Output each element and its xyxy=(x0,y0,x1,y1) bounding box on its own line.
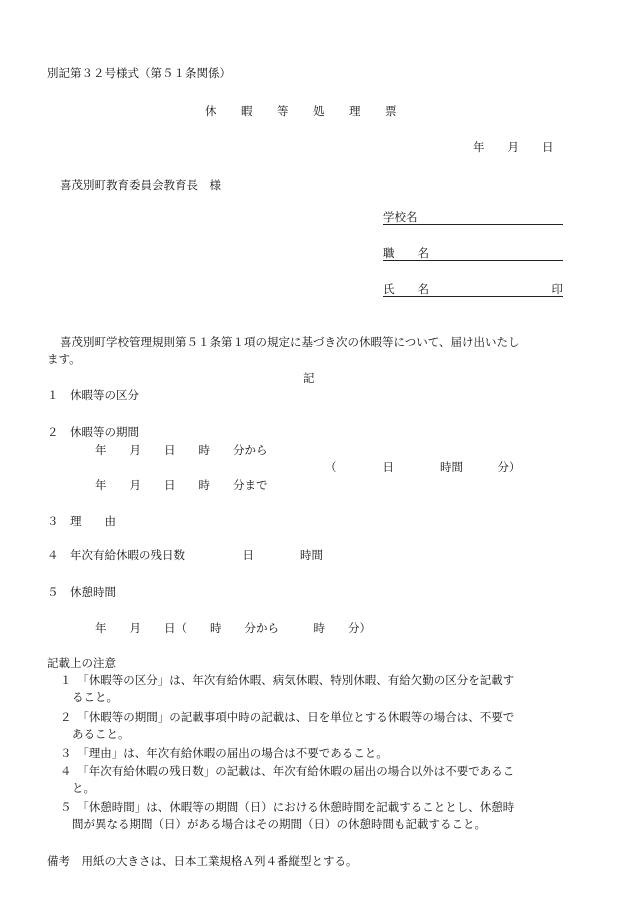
addressee: 喜茂別町教育委員会教育長 様 xyxy=(60,178,221,192)
note-5a: ５ 「休憩時間」は、休暇等の期間（日）における休憩時間を記載することとし、休憩時 xyxy=(60,800,515,814)
school-field[interactable] xyxy=(383,210,563,225)
intro-line-2: ます。 xyxy=(47,352,81,366)
period-duration: （ 日 時間 分） xyxy=(325,460,521,474)
note-4b: と。 xyxy=(72,781,95,795)
position-field[interactable] xyxy=(383,246,563,261)
item-4: ４ 年次有給休暇の残日数 日 時間 xyxy=(47,548,323,562)
school-label: 学校名 xyxy=(383,210,418,224)
date-line: 年 月 日 xyxy=(473,140,554,154)
seal-mark: 印 xyxy=(551,282,563,296)
note-2a: ２ 「休暇等の期間」の記載事項中時の記載は、日を単位とする休暇等の場合は、不要で xyxy=(60,710,515,724)
name-field[interactable] xyxy=(383,282,563,297)
position-label: 職 名 xyxy=(383,246,429,260)
form-number: 別記第３２号様式（第５１条関係） xyxy=(47,66,231,80)
ki-heading: 記 xyxy=(303,371,315,385)
page-title: 休 暇 等 処 理 票 xyxy=(205,104,397,118)
note-2b: あること。 xyxy=(72,727,130,741)
note-5b: 間が異なる期間（日）がある場合はその期間（日）の休憩時間も記載すること。 xyxy=(72,817,486,831)
period-from: 年 月 日 時 分から xyxy=(95,443,268,457)
note-3: ３ 「理由」は、年次有給休暇の届出の場合は不要であること。 xyxy=(60,746,388,760)
remark: 備考 用紙の大きさは、日本工業規格Ａ列４番縦型とする。 xyxy=(47,854,358,868)
note-4a: ４ 「年次有給休暇の残日数」の記載は、年次有給休暇の届出の場合以外は不要であるこ xyxy=(60,764,515,778)
item-5: ５ 休憩時間 xyxy=(47,585,116,599)
item-1: １ 休暇等の区分 xyxy=(47,388,139,402)
notes-title: 記載上の注意 xyxy=(47,656,116,670)
item-2: ２ 休暇等の期間 xyxy=(47,425,139,439)
item-3: ３ 理 由 xyxy=(47,514,116,528)
rest-time-line: 年 月 日（ 時 分から 時 分） xyxy=(95,621,371,635)
name-label: 氏 名 xyxy=(383,282,429,296)
period-to: 年 月 日 時 分まで xyxy=(95,478,268,492)
intro-line-1: 喜茂別町学校管理規則第５１条第１項の規定に基づき次の休暇等について、届け出いたし xyxy=(60,335,520,349)
note-1b: ること。 xyxy=(72,690,118,704)
note-1a: １ 「休暇等の区分」は、年次有給休暇、病気休暇、特別休暇、有給欠勤の区分を記載す xyxy=(60,673,515,687)
